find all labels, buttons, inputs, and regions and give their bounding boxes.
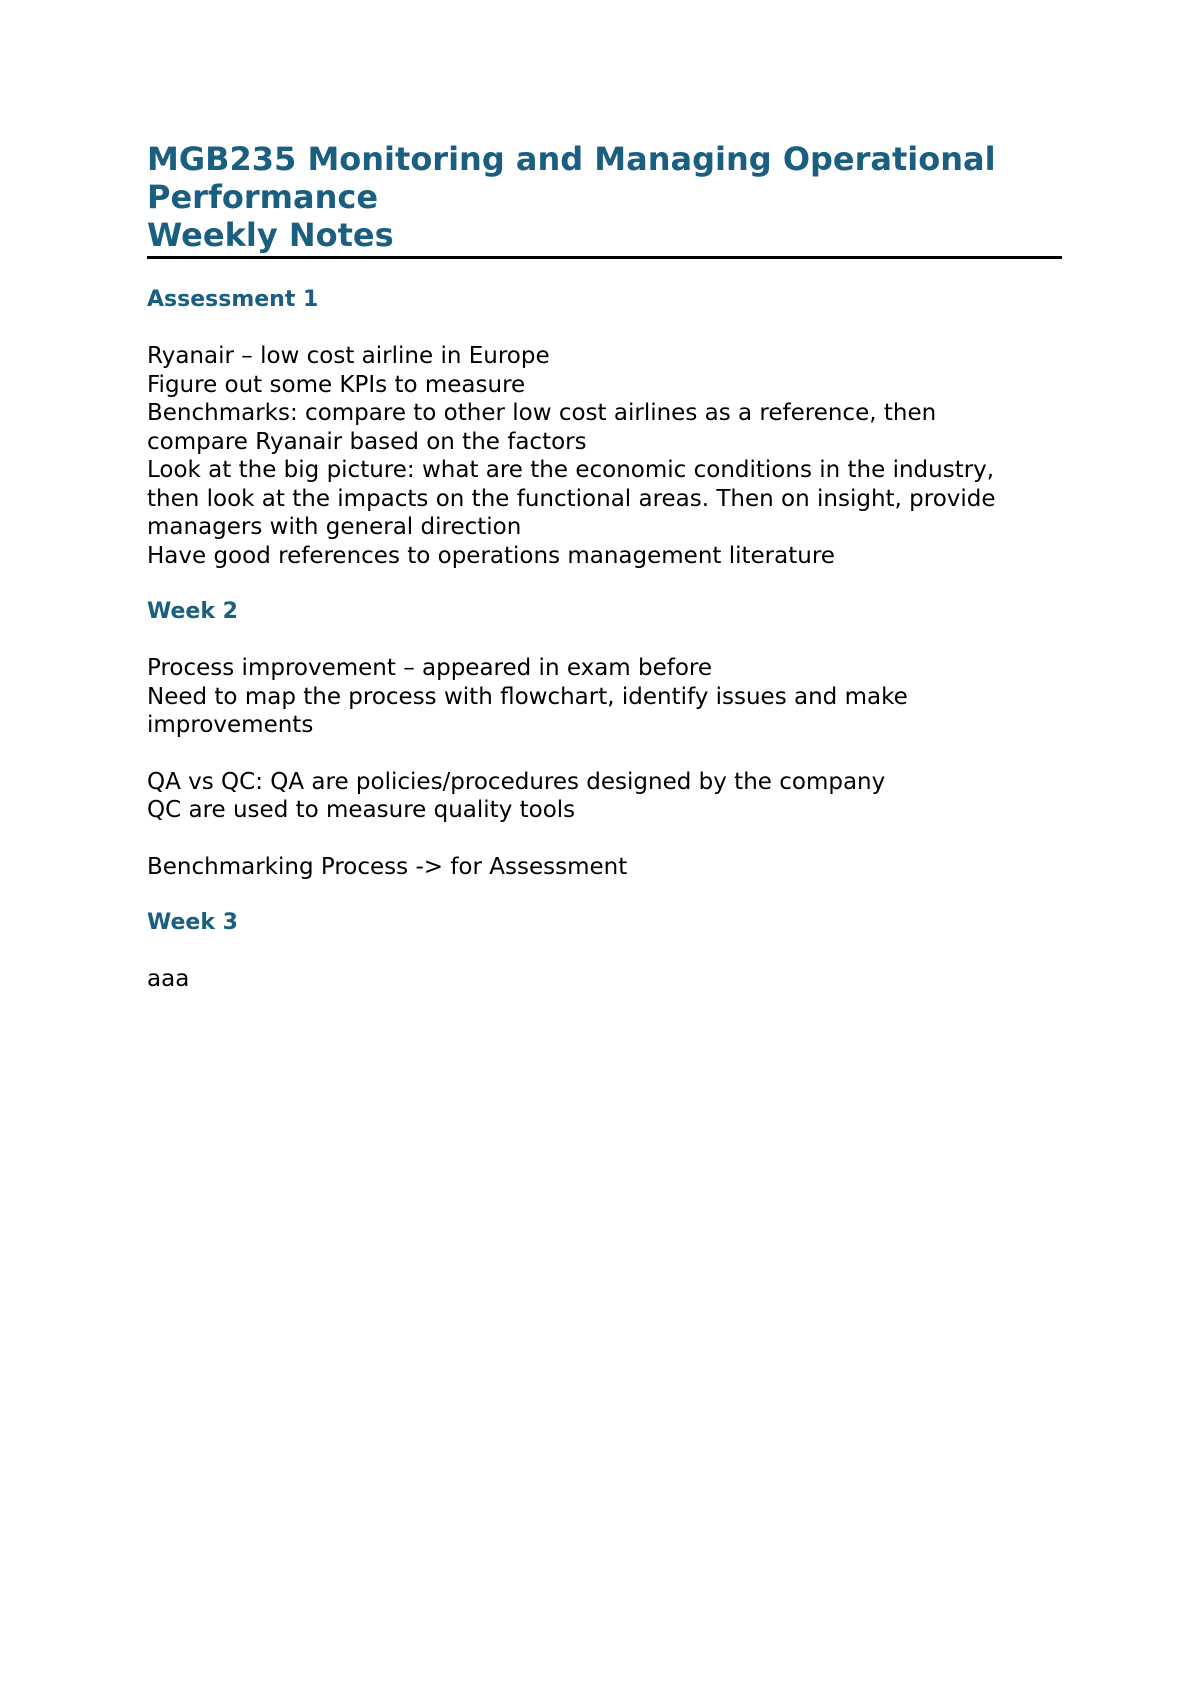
- text-line: Look at the big picture: what are the economic conditions in the industry,: [147, 457, 995, 483]
- section-assessment-1: [147, 286, 1062, 570]
- document-title: [147, 140, 1062, 259]
- document-page: [147, 140, 1062, 994]
- section-heading: Week 2: [147, 599, 238, 624]
- text-line: managers with general direction: [147, 514, 522, 540]
- paragraph-group: [147, 853, 1062, 882]
- text-line: then look at the impacts on the functional areas. Then on insight, provide: [147, 485, 996, 512]
- section-heading: Assessment 1: [147, 287, 319, 312]
- section-week-2: [147, 598, 1062, 881]
- paragraph-group: [147, 965, 1062, 994]
- text-line: Benchmarks: compare to other low cost airlines as a reference, then: [147, 400, 937, 426]
- text-line: Figure out some KPIs to measure: [147, 371, 526, 398]
- title-line-1: MGB235 Monitoring and Managing Operational: [147, 140, 996, 178]
- text-line: Need to map the process with flowchart, identify issues and make: [147, 683, 908, 710]
- paragraph-group: [147, 342, 1062, 570]
- section-week-3: [147, 909, 1062, 994]
- text-line: improvements: [147, 712, 314, 738]
- paragraph-group: [147, 768, 1062, 825]
- title-line-3: Weekly Notes: [147, 216, 394, 254]
- paragraph-group: [147, 654, 1062, 740]
- text-line: QA vs QC: QA are policies/procedures designed by the company: [147, 768, 886, 795]
- text-line: Benchmarking Process -> for Assessment: [147, 853, 628, 880]
- text-line: Process improvement – appeared in exam before: [147, 655, 713, 681]
- section-heading: Week 3: [147, 910, 238, 935]
- text-line: QC are used to measure quality tools: [147, 797, 576, 823]
- text-line: Have good references to operations management literature: [147, 542, 835, 569]
- title-line-2: Performance: [147, 178, 379, 216]
- text-line: aaa: [147, 966, 190, 992]
- text-line: compare Ryanair based on the factors: [147, 428, 587, 455]
- text-line: Ryanair – low cost airline in Europe: [147, 343, 550, 369]
